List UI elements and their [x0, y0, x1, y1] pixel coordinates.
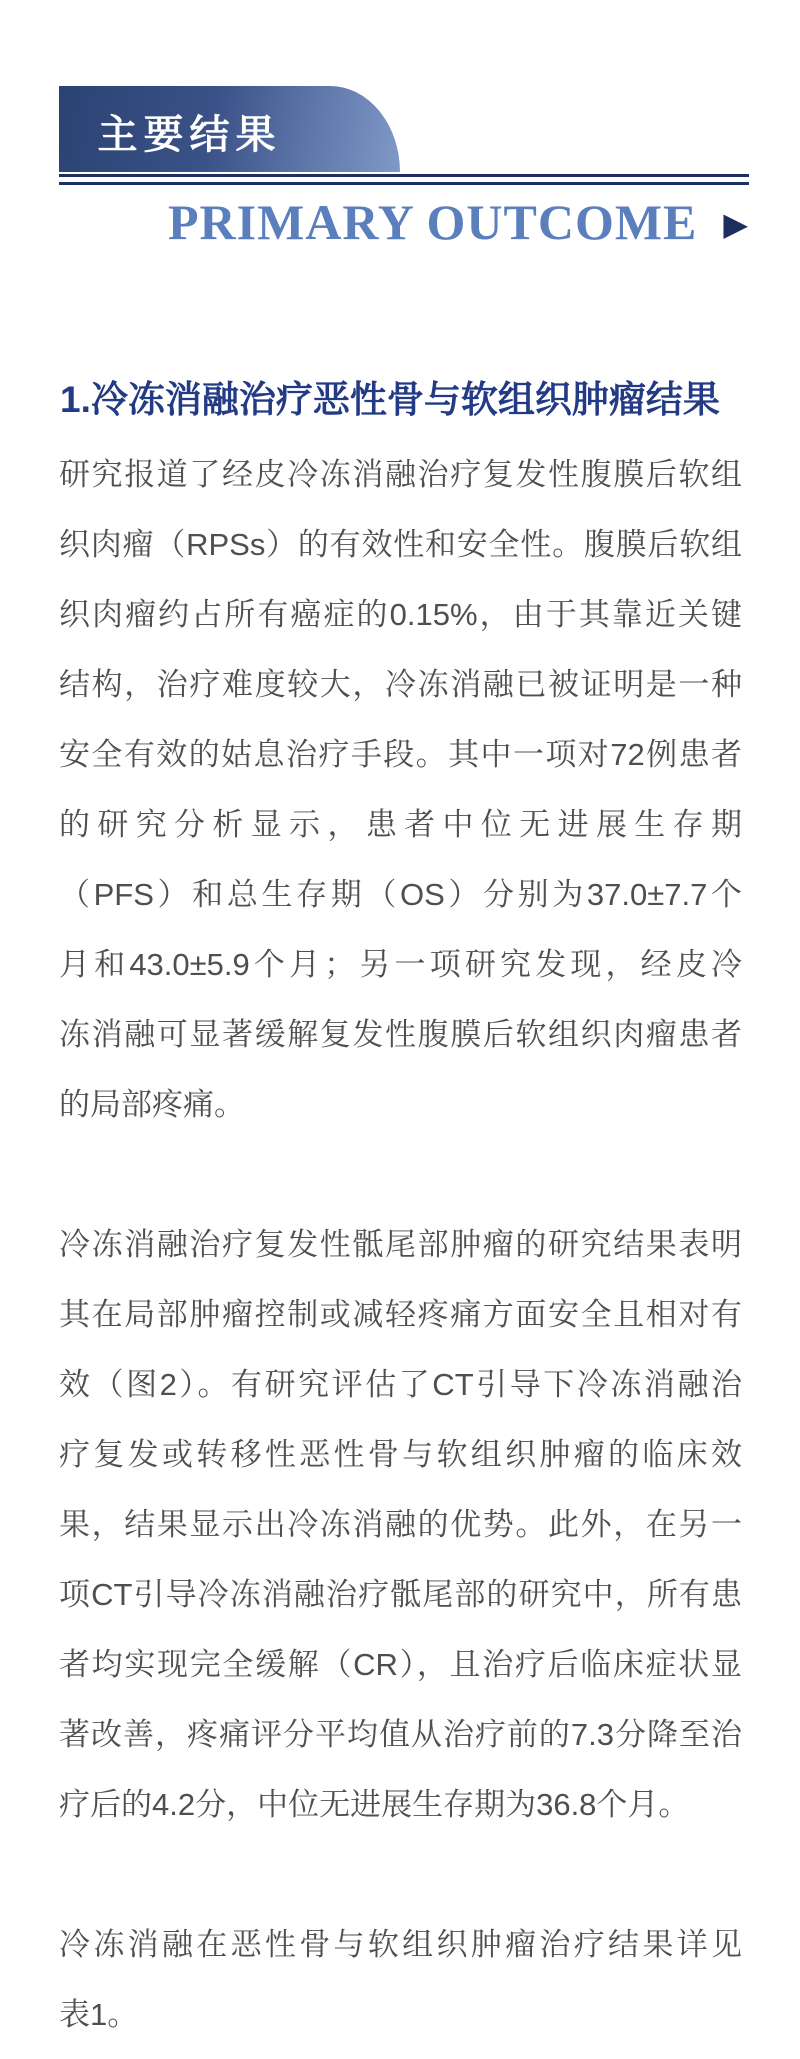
section-subtitle-row: [168, 196, 748, 248]
paragraph-line: 项CT引导冷冻消融治疗骶尾部的研究中，所有患: [59, 1577, 742, 1612]
section-banner: [59, 86, 400, 172]
paragraph-line: 冷冻消融在恶性骨与软组织肿瘤治疗结果详见: [59, 1927, 742, 1962]
section-title-en: PRIMARY OUTCOME: [167, 194, 698, 250]
arrow-right-icon: ▶: [723, 205, 748, 243]
paragraph-line: 者均实现完全缓解（CR），且治疗后临床症状显: [59, 1647, 742, 1682]
paragraph-line: 的研究分析显示，患者中位无进展生存期: [59, 807, 742, 842]
paragraph-line: 效（图2）。有研究评估了CT引导下冷冻消融治: [59, 1367, 742, 1402]
paragraph-line: 织肉瘤（RPSs）的有效性和安全性。腹膜后软组: [59, 527, 742, 562]
divider-line-top: [59, 174, 749, 177]
article-heading: 1.冷冻消融治疗恶性骨与软组织肿瘤结果: [60, 379, 720, 420]
paragraph-line: 的局部疼痛。: [59, 1087, 245, 1122]
paragraph-line: 结构，治疗难度较大，冷冻消融已被证明是一种: [59, 667, 742, 702]
paragraph-line: 果，结果显示出冷冻消融的优势。此外，在另一: [59, 1507, 742, 1542]
paragraph-line: 月和43.0±5.9个月；另一项研究发现，经皮冷: [59, 947, 742, 982]
article-body: [59, 440, 742, 2050]
paragraph-line: 疗复发或转移性恶性骨与软组织肿瘤的临床效: [59, 1437, 742, 1472]
section-title-zh: 主要结果: [97, 112, 282, 157]
paragraph-line: 研究报道了经皮冷冻消融治疗复发性腹膜后软组: [59, 457, 742, 492]
paragraph-line: 冷冻消融治疗复发性骶尾部肿瘤的研究结果表明: [59, 1227, 742, 1262]
paragraph-line: 冻消融可显著缓解复发性腹膜后软组织肉瘤患者: [59, 1017, 742, 1052]
paragraph: [59, 1910, 742, 2050]
paragraph-line: （PFS）和总生存期（OS）分别为37.0±7.7个: [59, 877, 742, 912]
paragraph-line: 安全有效的姑息治疗手段。其中一项对72例患者: [59, 737, 742, 772]
divider-line-bottom: [59, 182, 749, 185]
paragraph: [59, 1210, 742, 1840]
paragraph-line: 表1。: [59, 1997, 139, 2032]
paragraph-line: 著改善，疼痛评分平均值从治疗前的7.3分降至治: [59, 1717, 742, 1752]
paragraph-line: 其在局部肿瘤控制或减轻疼痛方面安全且相对有: [59, 1297, 742, 1332]
paragraph-line: 织肉瘤约占所有癌症的0.15%，由于其靠近关键: [59, 597, 742, 632]
paragraph: [59, 440, 742, 1140]
paragraph-line: 疗后的4.2分，中位无进展生存期为36.8个月。: [59, 1787, 690, 1822]
